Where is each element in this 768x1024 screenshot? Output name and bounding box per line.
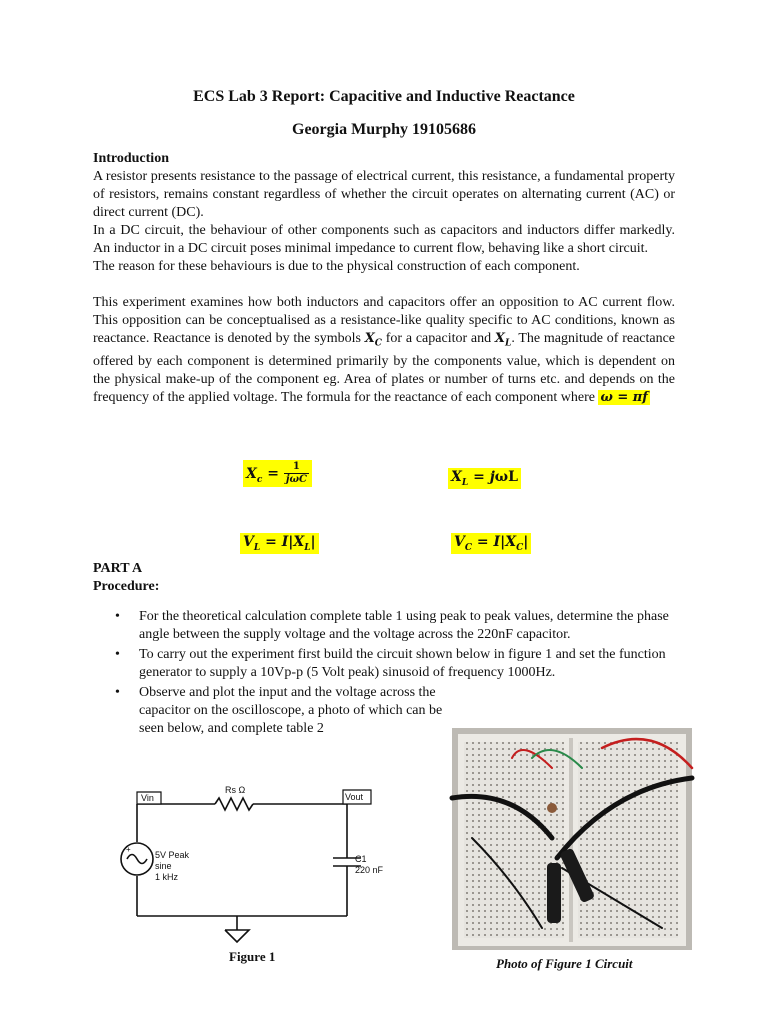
- procedure-item: • Observe and plot the input and the voltage across the capacitor on the oscilloscope, a photo of which can be seen below, and complete table 2: [115, 684, 451, 738]
- xc-denominator: jωC: [285, 474, 307, 485]
- xc-fraction: [284, 461, 309, 486]
- part-a-header: [93, 560, 675, 596]
- vin-label: Vin: [141, 793, 154, 803]
- source-label-3: 1 kHz: [155, 872, 179, 882]
- intro-paragraph-4: [93, 294, 675, 407]
- capacitor-label: C1: [355, 854, 367, 864]
- report-title: ECS Lab 3 Report: Capacitive and Inductive Reactance: [193, 88, 575, 105]
- xl-formula: $X_L = j\omega L$: [448, 468, 521, 489]
- introduction-heading: Introduction: [93, 151, 169, 166]
- xc-formula: $X_c$ = $\frac{1}{\text{jωC}}$: [243, 460, 312, 487]
- procedure-item: • For the theoretical calculation complete table 1 using peak to peak values, determine the phase angle between the supply voltage and the voltage across the 220nF capacitor.: [115, 608, 675, 644]
- procedure-item: • To carry out the experiment first build the circuit shown below in figure 1 and set the function generator to supply a 10Vp-p (5 Volt peak) sinusoid of frequency 1000Hz.: [115, 646, 675, 682]
- resistor-label: Rs Ω: [225, 785, 246, 795]
- author-line: Georgia Murphy 19105686: [292, 121, 476, 138]
- xc-symbol: $X_C$: [364, 331, 382, 349]
- source-label-2: sine: [155, 861, 172, 871]
- procedure-heading: Procedure:: [93, 579, 160, 594]
- vl-formula: $V_L = I|X_L|$: [240, 533, 319, 554]
- source-plus-sign: +: [126, 845, 131, 854]
- p4-part-c: . The magnitude of reactance offered by each component is determined primarily by the components value, which is dependent on the physical make-up of the component eg. Area of plates or number of turns etc. and depends on the frequency of the applied voltage. The formula for the reactance of each component where: [93, 331, 676, 405]
- p4-part-b: for a capacitor and: [385, 331, 492, 346]
- xc-numerator: 1: [284, 461, 309, 474]
- introduction-section: [93, 150, 675, 407]
- intro-paragraph-3: The reason for these behaviours is due to the physical construction of each component.: [93, 259, 580, 274]
- xl-symbol: $X_L$: [494, 331, 512, 349]
- intro-paragraph-2: In a DC circuit, the behaviour of other components such as capacitors and inductors differ markedly. An inductor in a DC circuit poses minimal impedance to current flow, behaving like a short circuit.: [93, 223, 675, 256]
- vout-label: Vout: [345, 792, 364, 802]
- procedure-list: [115, 608, 675, 740]
- breadboard-photo: [452, 728, 692, 950]
- vc-formula: $V_C = I|X_C|$: [451, 533, 531, 554]
- intro-paragraph-1: A resistor presents resistance to the passage of electrical current, this resistance, a fundamental property of resistors, remains constant regardless of whether the circuit operates on alternating current (AC) or direct current (DC).: [93, 169, 675, 220]
- figure-1-caption: Figure 1: [229, 949, 276, 964]
- circuit-diagram: [115, 780, 384, 950]
- p4-part-a: This experiment examines how both inductors and capacitors offer an opposition to AC current flow. This opposition can be conceptualised as a resistance-like quality specific to AC conditions, known as reactance. Reactance is denoted by the symbols: [93, 295, 675, 346]
- capacitor-value: 220 nF: [355, 865, 384, 875]
- photo-caption: Photo of Figure 1 Circuit: [496, 956, 633, 971]
- source-label-1: 5V Peak: [155, 850, 190, 860]
- capacitor-component: [547, 803, 557, 813]
- part-a-heading: PART A: [93, 561, 143, 576]
- omega-formula: ω = πf: [600, 389, 648, 405]
- alligator-clip-1: [547, 863, 561, 923]
